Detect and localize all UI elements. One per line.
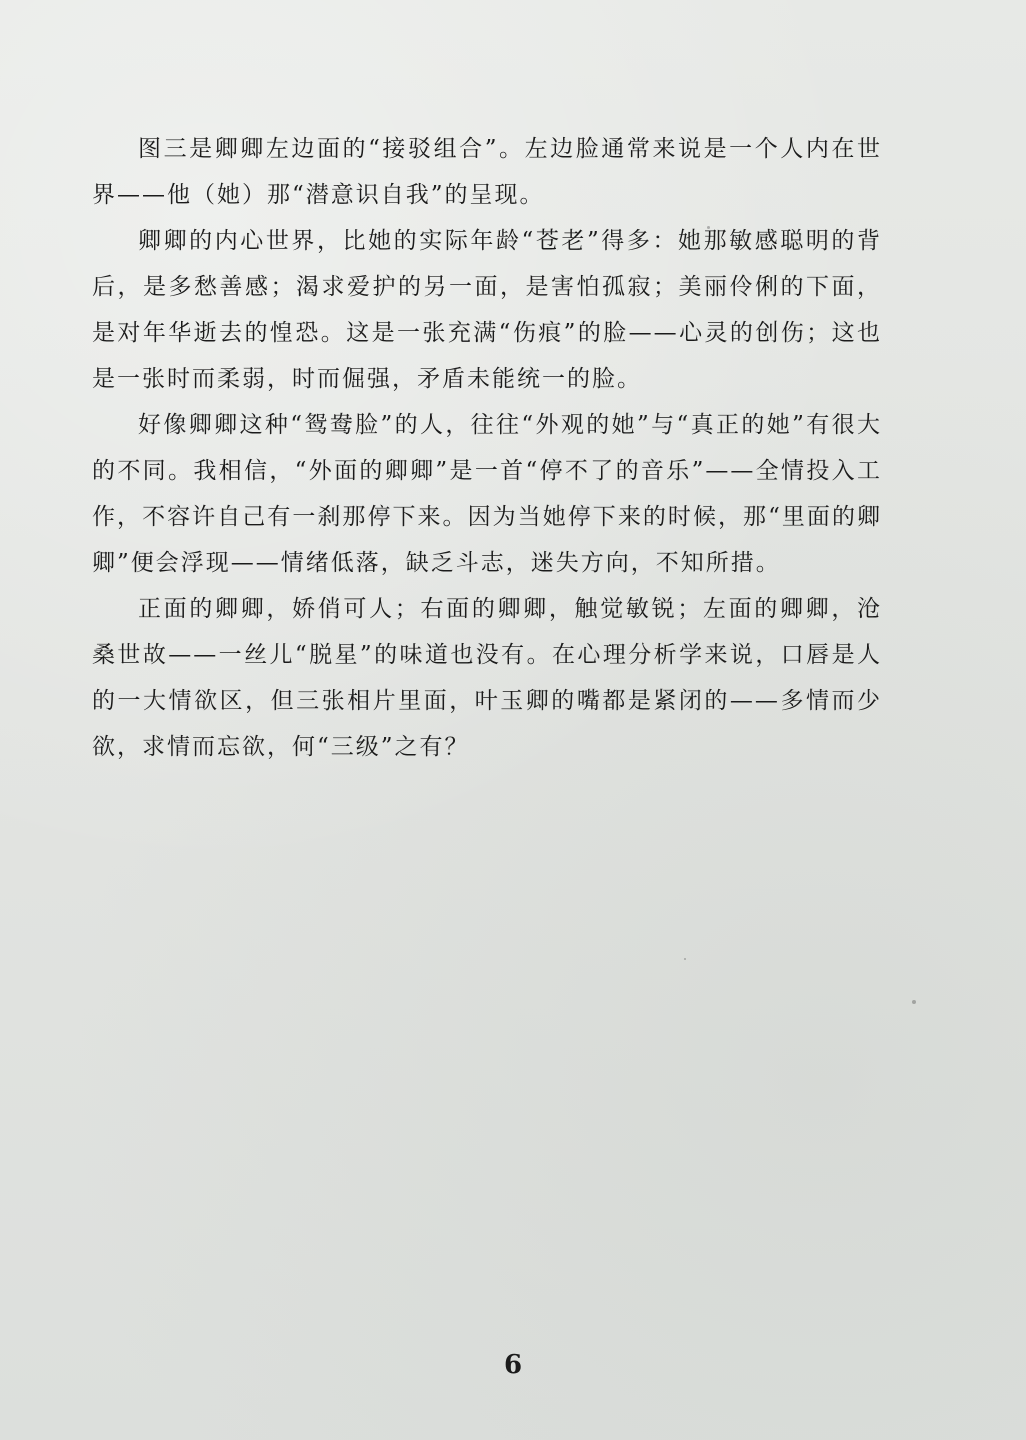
paragraph-3: 好像卿卿这种“鸳鸯脸”的人，往往“外观的她”与“真正的她”有很大的不同。我相信，“外面的卿卿”是一首“停不了的音乐”——全情投入工作，不容许自己有一刹那停下来。因为当她停下来的时候，那“里面的卿卿”便会浮现——情绪低落，缺乏斗志，迷失方向，不知所措。 [92, 412, 882, 576]
paper-speck [684, 958, 686, 960]
paragraph-1: 图三是卿卿左边面的“接驳组合”。左边脸通常来说是一个人内在世界——他（她）那“潜意识自我”的呈现。 [92, 136, 882, 208]
paragraph-2: 卿卿的内心世界，比她的实际年龄“苍老”得多：她那敏感聪明的背后，是多愁善感；渴求爱护的另一面，是害怕孤寂；美丽伶俐的下面，是对年华逝去的惶恐。这是一张充满“伤痕”的脸——心灵的创伤；这也是一张时而柔弱，时而倔强，矛盾未能统一的脸。 [92, 228, 882, 392]
page-number: 6 [503, 1350, 523, 1380]
paper-speck [707, 226, 710, 229]
paragraph-4: 正面的卿卿，娇俏可人；右面的卿卿，触觉敏锐；左面的卿卿，沧桑世故——一丝儿“脱星”的味道也没有。在心理分析学来说，口唇是人的一大情欲区，但三张相片里面，叶玉卿的嘴都是紧闭的——多情而少欲，求情而忘欲，何“三级”之有？ [92, 596, 882, 760]
body-text [92, 126, 882, 770]
paper-speck [912, 1000, 916, 1004]
